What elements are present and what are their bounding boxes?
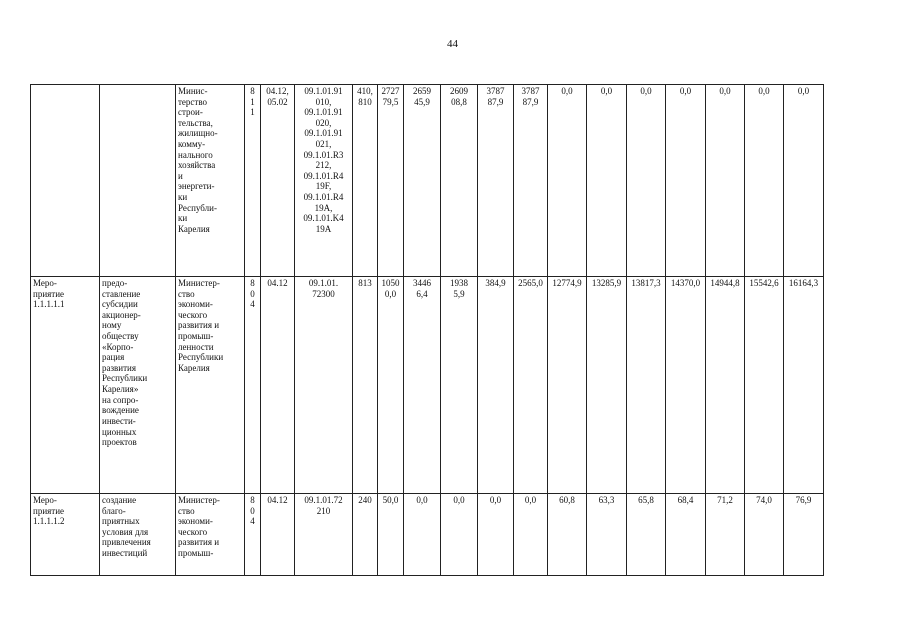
cell-text-line: 0,0 [416,495,428,505]
cell-text-line: хозяйства [178,160,216,171]
cell-text-line: 0,0 [489,495,502,505]
amount-cell [548,277,587,494]
cell-text-line: Минис- [178,86,208,96]
cell-text-line: 19A, [314,202,333,213]
expense-type-cell [353,85,378,277]
target-article-cell [295,494,353,576]
cell-text-line: промыш- [178,548,214,559]
cell-text-line: 19F, [315,181,332,192]
amount-cell [441,85,478,277]
cell-text-line: 68,4 [677,495,694,505]
cell-text-line: ство [178,288,195,299]
cell-text-line: развития и [178,320,220,331]
cell-text-line: 0,0 [384,288,397,299]
cell-text-line: 021, [315,139,332,150]
executor-cell [176,494,245,576]
cell-text-line: 09.1.01. [308,278,339,288]
cell-text-line: ческого [178,526,208,537]
cell-text-line: 72300 [312,288,335,299]
event-number-cell [31,85,100,277]
cell-text-line: 0,0 [524,495,537,505]
amount-cell [627,85,666,277]
cell-text-line: акционер- [102,309,141,320]
amount-cell [548,85,587,277]
cell-text-line: инвести- [102,415,136,426]
cell-text-line: 63,3 [598,495,615,505]
cell-text-line: 60,8 [559,495,575,505]
cell-text-line: 0,0 [679,86,692,96]
cell-text-line: 2659 [413,86,431,96]
cell-text-line: 08,8 [451,96,467,107]
cell-text-line: ки [178,213,188,224]
amount-cell [666,277,706,494]
cell-text-line: 3787 [486,86,505,96]
cell-text-line: 71,2 [717,495,733,505]
cell-text-line: 384,9 [485,278,506,288]
cell-text-line: энергети- [178,181,215,192]
cell-text-line: 09.1.01.R4 [303,170,344,181]
amount-cell [706,85,745,277]
cell-text-line: 4 [250,516,255,527]
target-article-cell [295,277,353,494]
cell-text-line: 813 [358,278,372,288]
table-row [31,494,824,576]
cell-text-line: 09.1.01.91 [304,107,343,118]
cell-text-line: 12774,9 [552,278,582,288]
expense-type-cell [353,494,378,576]
target-article-cell [295,85,353,277]
cell-text-line: ленности [178,341,214,352]
cell-text-line: строи- [178,107,203,118]
cell-text-line: 79,5 [382,96,399,107]
cell-text-line: 04.12 [267,495,288,505]
amount-cell [627,277,666,494]
amount-cell [666,494,706,576]
cell-text-line: 0,0 [640,86,652,96]
amount-cell [478,85,514,277]
cell-text-line: 212, [315,160,332,171]
cell-text-line: 8 [250,86,255,96]
amount-cell [514,494,548,576]
amount-cell [441,277,478,494]
amount-cell [627,494,666,576]
cell-text-line: 19A [315,223,332,234]
cell-text-line: 6,4 [416,288,428,299]
cell-text-line: экономи- [178,516,213,527]
amount-cell [784,277,824,494]
amount-cell [587,494,627,576]
cell-text-line: промыш- [178,331,214,342]
amount-cell [404,85,441,277]
cell-text-line: Карелия [178,223,210,234]
cell-text-line: 2565,0 [518,278,543,288]
amount-cell [745,494,784,576]
cell-text-line: 8 [250,495,255,505]
cell-text-line: 1.1.1.1.2 [33,516,65,527]
amount-cell [478,494,514,576]
amount-cell [378,494,404,576]
cell-text-line: рация [102,352,125,363]
cell-text-line: развития [102,362,137,373]
cell-text-line: 0,0 [719,86,731,96]
cell-text-line: нального [178,149,213,160]
amount-cell [514,85,548,277]
executor-cell [176,277,245,494]
event-number-cell [31,277,100,494]
amount-cell [784,494,824,576]
cell-text-line: создание [102,495,137,505]
cell-text-line: Министер- [178,495,220,505]
cell-text-line: 020, [315,117,332,128]
cell-text-line: и [178,170,183,181]
cell-text-line: 0 [250,288,255,299]
section-code-cell [261,85,295,277]
cell-text-line: 13285,9 [591,278,622,288]
cell-text-line: ционных [102,426,137,437]
cell-text-line: 0 [250,505,255,516]
cell-text-line: экономи- [178,299,213,310]
cell-text-line: 410, [357,86,373,96]
cell-text-line: 0,0 [561,86,573,96]
cell-text-line: 210 [316,505,331,516]
cell-text-line: 0,0 [453,495,465,505]
amount-cell [745,277,784,494]
grbs-code-cell [245,494,261,576]
cell-text-line: ному [102,320,122,331]
amount-cell [587,277,627,494]
cell-text-line: комму- [178,139,206,150]
amount-cell [587,85,627,277]
cell-text-line: ки [178,192,188,203]
cell-text-line: 0,0 [758,86,770,96]
cell-text-line: субсидии [102,299,138,310]
cell-text-line: 87,9 [487,96,504,107]
cell-text-line: Республики [178,352,224,363]
cell-text-line: терство [178,96,208,107]
cell-text-line: 76,9 [795,495,812,505]
cell-text-line: 2609 [450,86,468,96]
cell-text-line: развития и [178,537,220,548]
event-description-cell [100,85,176,277]
cell-text-line: приятных [102,516,140,527]
cell-text-line: «Корпо- [102,341,134,352]
amount-cell [745,85,784,277]
cell-text-line: 65,8 [638,495,654,505]
amount-cell [404,277,441,494]
cell-text-line: 45,9 [414,96,430,107]
cell-text-line: инвестиций [102,548,148,559]
cell-text-line: 4 [250,299,255,310]
cell-text-line: 8 [250,278,255,288]
cell-text-line: ставление [102,288,141,299]
cell-text-line: 810 [358,96,372,107]
cell-text-line: проектов [102,437,137,448]
cell-text-line: 010, [315,96,332,107]
cell-text-line: 16164,3 [788,278,819,288]
cell-text-line: предо- [102,278,128,288]
cell-text-line: Карелия» [102,384,139,395]
event-number-cell [31,494,100,576]
cell-text-line: условия для [102,526,149,537]
cell-text-line: благо- [102,505,126,516]
amount-cell [514,277,548,494]
section-code-cell [261,494,295,576]
amount-cell [441,494,478,576]
cell-text-line: 240 [358,495,372,505]
section-code-cell [261,277,295,494]
cell-text-line: 2727 [381,86,400,96]
cell-text-line: приятие [33,288,65,299]
cell-text-line: ческого [178,309,208,320]
cell-text-line: 04.12 [267,278,288,288]
cell-text-line: 13817,3 [631,278,661,288]
cell-text-line: Республики [102,373,148,384]
cell-text-line: 50,0 [382,495,399,505]
cell-text-line: привлечения [102,537,151,548]
amount-cell [706,494,745,576]
cell-text-line: Карелия [178,362,210,373]
cell-text-line: жилищно- [178,128,218,139]
cell-text-line: 74,0 [756,495,772,505]
cell-text-line: 0,0 [600,86,613,96]
amount-cell [478,277,514,494]
expense-type-cell [353,277,378,494]
cell-text-line: 0,0 [797,86,810,96]
cell-text-line: 09.1.01.72 [304,495,343,505]
cell-text-line: ство [178,505,195,516]
cell-text-line: на сопро- [102,394,139,405]
cell-text-line: 1 [250,96,255,107]
cell-text-line: приятие [33,505,65,516]
cell-text-line: 1938 [450,278,468,288]
amount-cell [548,494,587,576]
cell-text-line: тельства, [178,117,213,128]
cell-text-line: 1050 [381,278,400,288]
cell-text-line: 3446 [413,278,431,288]
table-row [31,277,824,494]
cell-text-line: 1.1.1.1.1 [33,299,65,310]
amount-cell [784,85,824,277]
cell-text-line: 09.1.01.R4 [303,192,344,203]
cell-text-line: 3787 [521,86,540,96]
amount-cell [404,494,441,576]
cell-text-line: 14944,8 [710,278,740,288]
cell-text-line: 1 [250,107,255,118]
cell-text-line: 09.1.01.91 [304,128,343,139]
cell-text-line: вождение [102,405,139,416]
amount-cell [378,277,404,494]
cell-text-line: Меро- [33,495,57,505]
cell-text-line: Республи- [178,202,217,213]
amount-cell [706,277,745,494]
cell-text-line: обществу [102,331,139,342]
cell-text-line: 5,9 [453,288,465,299]
cell-text-line: 04.12, [266,86,289,96]
budget-table [30,84,824,576]
event-description-cell [100,494,176,576]
cell-text-line: 14370,0 [670,278,701,288]
cell-text-line: 87,9 [522,96,539,107]
page-number: 44 [447,38,458,50]
cell-text-line: Меро- [33,278,57,288]
grbs-code-cell [245,277,261,494]
amount-cell [378,85,404,277]
table-row [31,85,824,277]
cell-text-line: 09.1.01.R3 [303,149,344,160]
executor-cell [176,85,245,277]
cell-text-line: Министер- [178,278,220,288]
amount-cell [666,85,706,277]
cell-text-line: 09.1.01.91 [304,86,343,96]
grbs-code-cell [245,85,261,277]
cell-text-line: 09.1.01.K4 [303,213,344,224]
cell-text-line: 15542,6 [749,278,779,288]
event-description-cell [100,277,176,494]
cell-text-line: 05.02 [267,96,288,107]
